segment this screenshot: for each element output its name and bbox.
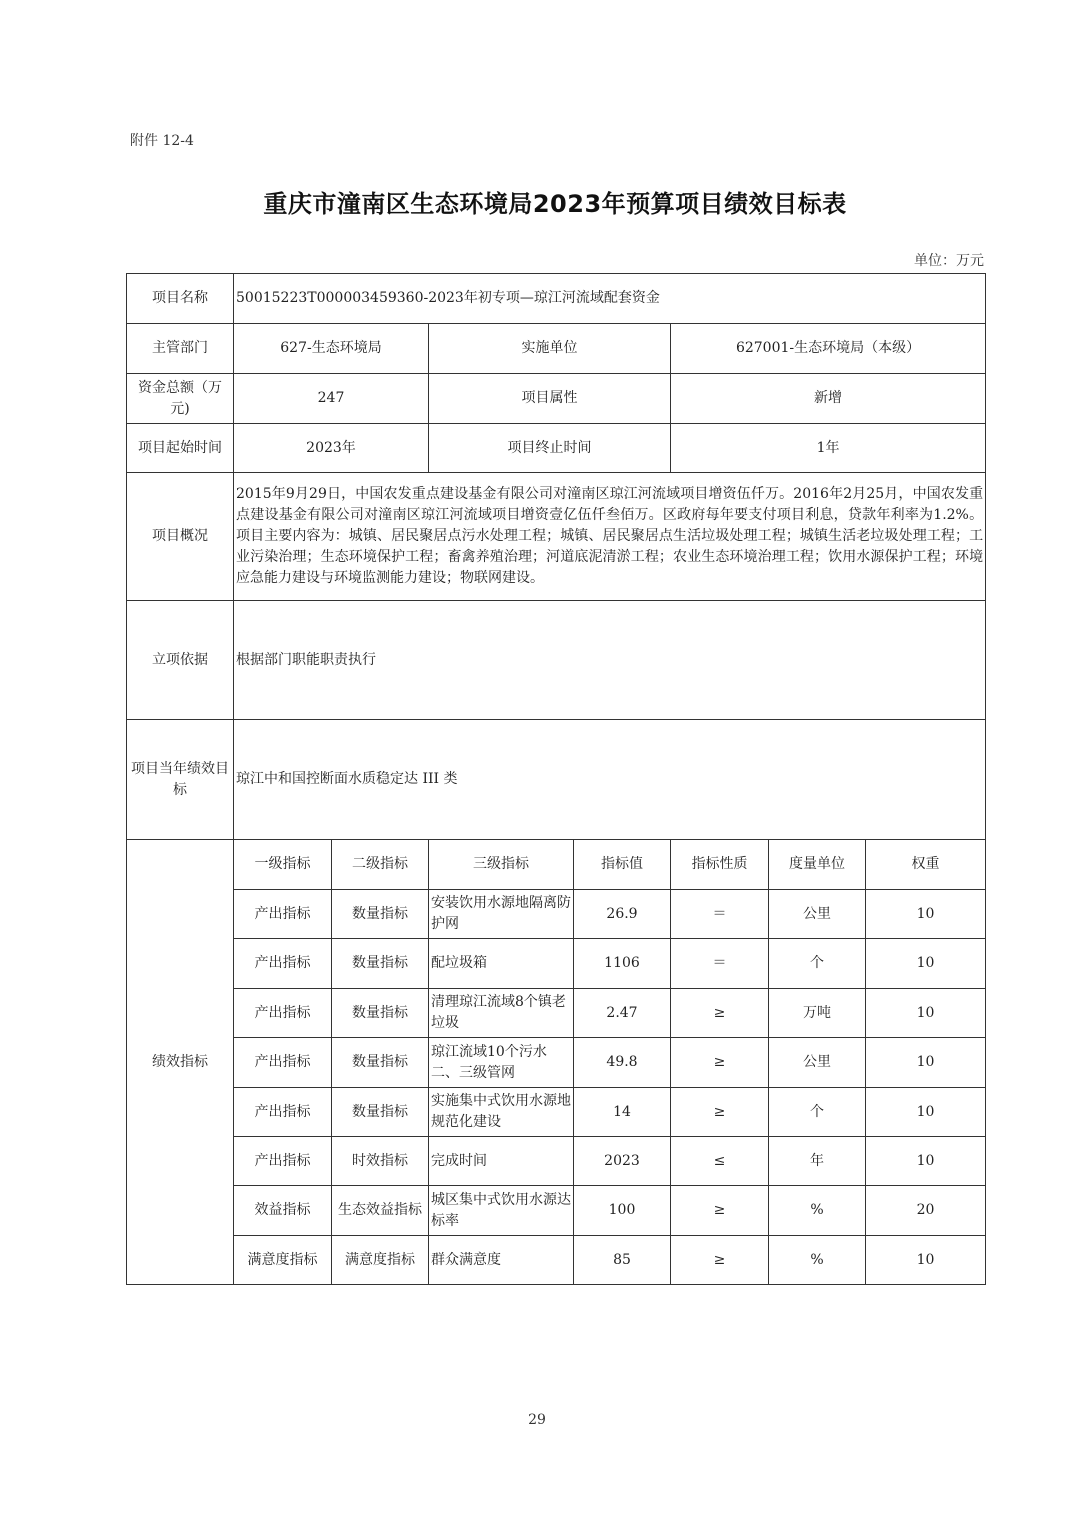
- header-nature: 指标性质: [671, 840, 769, 890]
- value-cell: 2023: [574, 1137, 671, 1186]
- value-cell: 49.8: [574, 1038, 671, 1088]
- level3-cell: 安装饮用水源地隔离防护网: [429, 890, 574, 939]
- unit-cell: 个: [769, 939, 866, 989]
- nature-cell: ≥: [671, 1088, 769, 1137]
- level2-cell: 数量指标: [332, 939, 429, 989]
- header-weight: 权重: [866, 840, 986, 890]
- fund-value: 247: [234, 374, 429, 424]
- header-value: 指标值: [574, 840, 671, 890]
- header-level1: 一级指标: [234, 840, 332, 890]
- value-cell: 100: [574, 1186, 671, 1236]
- level1-cell: 效益指标: [234, 1186, 332, 1236]
- performance-target-table: [126, 273, 986, 1285]
- unit-cell: 公里: [769, 890, 866, 939]
- level2-cell: 数量指标: [332, 890, 429, 939]
- level1-cell: 产出指标: [234, 939, 332, 989]
- unit-cell: 个: [769, 1088, 866, 1137]
- start-label: 项目起始时间: [127, 424, 234, 473]
- end-label: 项目终止时间: [429, 424, 671, 473]
- weight-cell: 20: [866, 1186, 986, 1236]
- nature-cell: ＝: [671, 890, 769, 939]
- value-cell: 26.9: [574, 890, 671, 939]
- nature-cell: ≥: [671, 1186, 769, 1236]
- goal-row: [127, 720, 986, 840]
- value-cell: 1106: [574, 939, 671, 989]
- nature-cell: ≥: [671, 1236, 769, 1285]
- level2-cell: 时效指标: [332, 1137, 429, 1186]
- goal-label: 项目当年绩效目标: [127, 720, 234, 840]
- unit-cell: 年: [769, 1137, 866, 1186]
- value-cell: 14: [574, 1088, 671, 1137]
- unit-cell: 万吨: [769, 989, 866, 1038]
- basis-row: [127, 601, 986, 720]
- header-level2: 二级指标: [332, 840, 429, 890]
- indicator-row: [127, 1186, 986, 1236]
- project-name-row: [127, 274, 986, 324]
- level3-cell: 群众满意度: [429, 1236, 574, 1285]
- attr-label: 项目属性: [429, 374, 671, 424]
- weight-cell: 10: [866, 1038, 986, 1088]
- level2-cell: 数量指标: [332, 989, 429, 1038]
- dept-label: 主管部门: [127, 324, 234, 374]
- value-cell: 2.47: [574, 989, 671, 1038]
- indicator-row: [127, 939, 986, 989]
- fund-label: 资金总额（万元): [127, 374, 234, 424]
- level2-cell: 生态效益指标: [332, 1186, 429, 1236]
- level1-cell: 满意度指标: [234, 1236, 332, 1285]
- indicator-row: [127, 1137, 986, 1186]
- indicator-row: [127, 989, 986, 1038]
- weight-cell: 10: [866, 1236, 986, 1285]
- impl-label: 实施单位: [429, 324, 671, 374]
- unit-cell: %: [769, 1186, 866, 1236]
- level3-cell: 城区集中式饮用水源达标率: [429, 1186, 574, 1236]
- nature-cell: ≥: [671, 989, 769, 1038]
- page-title: 重庆市潼南区生态环境局2023年预算项目绩效目标表: [263, 190, 847, 218]
- attr-value: 新增: [671, 374, 986, 424]
- level1-cell: 产出指标: [234, 1038, 332, 1088]
- period-row: [127, 424, 986, 473]
- header-level3: 三级指标: [429, 840, 574, 890]
- unit-cell: 公里: [769, 1038, 866, 1088]
- overview-label: 项目概况: [127, 473, 234, 601]
- level1-cell: 产出指标: [234, 1137, 332, 1186]
- level1-cell: 产出指标: [234, 1088, 332, 1137]
- end-value: 1年: [671, 424, 986, 473]
- indicator-row: [127, 890, 986, 939]
- overview-row: [127, 473, 986, 601]
- level3-cell: 配垃圾箱: [429, 939, 574, 989]
- start-value: 2023年: [234, 424, 429, 473]
- fund-row: [127, 374, 986, 424]
- department-row: [127, 324, 986, 374]
- indicator-header-row: [127, 840, 986, 890]
- value-cell: 85: [574, 1236, 671, 1285]
- level1-cell: 产出指标: [234, 890, 332, 939]
- level1-cell: 产出指标: [234, 989, 332, 1038]
- impl-value: 627001-生态环境局（本级）: [671, 324, 986, 374]
- level2-cell: 数量指标: [332, 1038, 429, 1088]
- level3-cell: 完成时间: [429, 1137, 574, 1186]
- project-name-label: 项目名称: [127, 274, 234, 324]
- level3-cell: 琼江流域10个污水二、三级管网: [429, 1038, 574, 1088]
- indicator-row: [127, 1236, 986, 1285]
- weight-cell: 10: [866, 1137, 986, 1186]
- goal-value: 琼江中和国控断面水质稳定达 III 类: [234, 720, 986, 840]
- nature-cell: ≥: [671, 1038, 769, 1088]
- indicator-row: [127, 1038, 986, 1088]
- page-number: 29: [528, 1412, 546, 1428]
- level2-cell: 数量指标: [332, 1088, 429, 1137]
- nature-cell: ≤: [671, 1137, 769, 1186]
- unit-cell: %: [769, 1236, 866, 1285]
- nature-cell: ＝: [671, 939, 769, 989]
- weight-cell: 10: [866, 1088, 986, 1137]
- basis-label: 立项依据: [127, 601, 234, 720]
- level2-cell: 满意度指标: [332, 1236, 429, 1285]
- dept-value: 627-生态环境局: [234, 324, 429, 374]
- attachment-label: 附件 12-4: [130, 133, 194, 149]
- weight-cell: 10: [866, 890, 986, 939]
- overview-value: 2015年9月29日，中国农发重点建设基金有限公司对潼南区琼江河流域项目增资伍仟万。2016年2月25月，中国农发重点建设基金有限公司对潼南区琼江河流域项目增资壹亿伍仟叁佰万。区政府每年要支付项目利息，贷款年利率为1.2%。项目主要内容为：城镇、居民聚居点污水处理工程；城镇、居民聚居点生活垃圾处理工程；城镇生活老垃圾处理工程；工业污染治理；生态环境保护工程；畜禽养殖治理；河道底泥清淤工程；农业生态环境治理工程；饮用水源保护工程；环境应急能力建设与环境监测能力建设；物联网建设。: [234, 473, 986, 601]
- indicator-row: [127, 1088, 986, 1137]
- project-name-value: 50015223T000003459360-2023年初专项—琼江河流域配套资金: [234, 274, 986, 324]
- indicators-section-label: 绩效指标: [127, 840, 234, 1285]
- basis-value: 根据部门职能职责执行: [234, 601, 986, 720]
- header-unit: 度量单位: [769, 840, 866, 890]
- level3-cell: 实施集中式饮用水源地规范化建设: [429, 1088, 574, 1137]
- weight-cell: 10: [866, 989, 986, 1038]
- weight-cell: 10: [866, 939, 986, 989]
- level3-cell: 清理琼江流域8个镇老垃圾: [429, 989, 574, 1038]
- unit-label: 单位：万元: [914, 253, 984, 269]
